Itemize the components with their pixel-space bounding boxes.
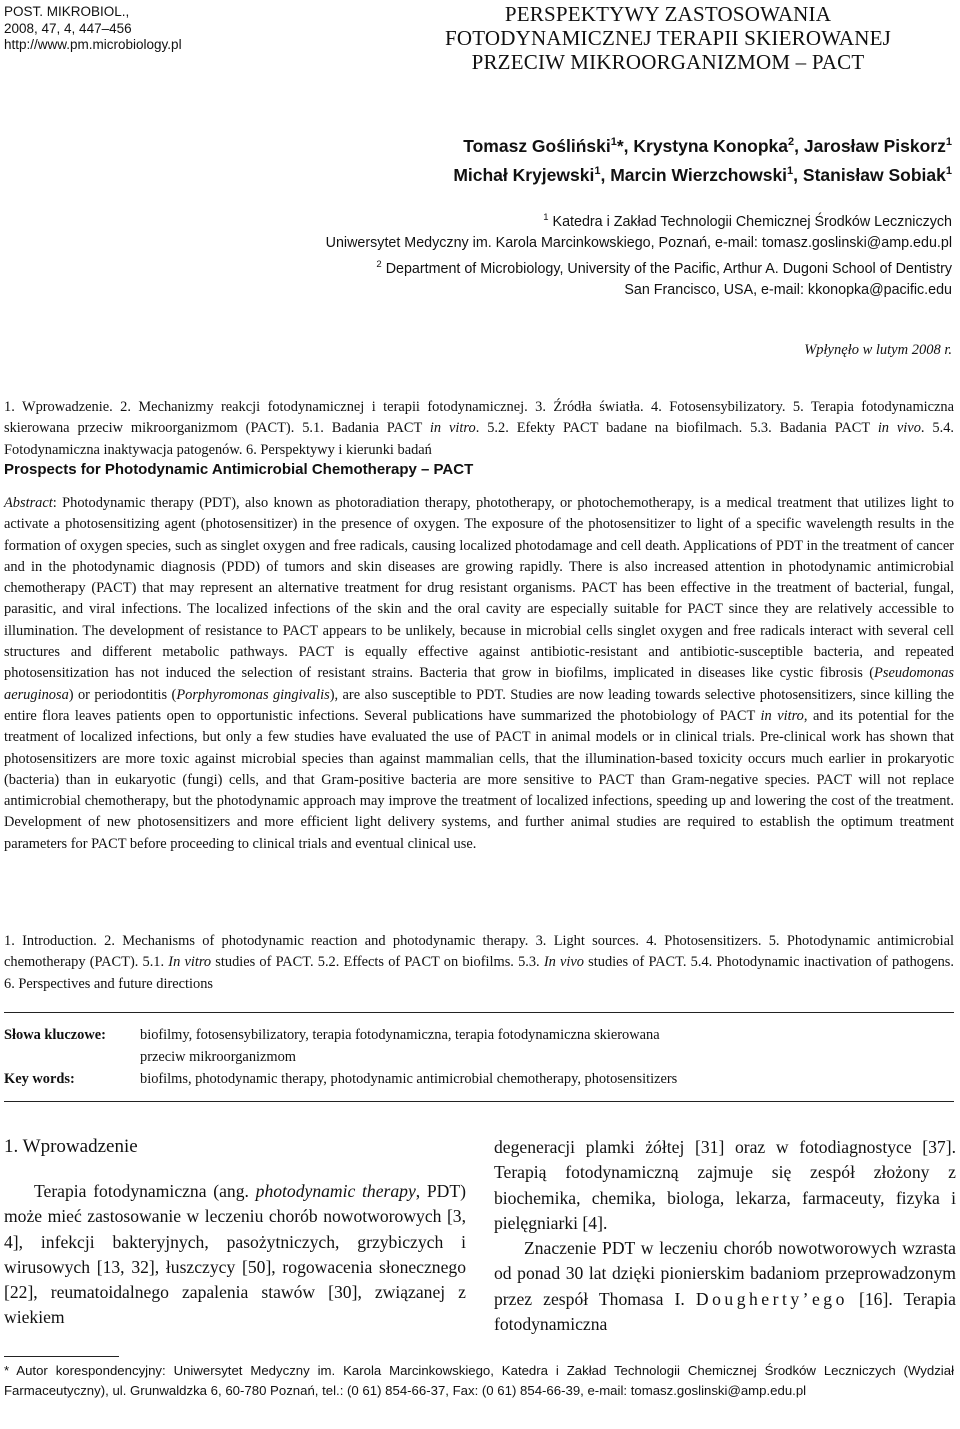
toc-text: studies of PACT. 5.4. Photodynamic inactivation of pathogens. 6. Perspectives and future directions: [4, 954, 954, 992]
toc-text: . 5.4. Fotodynamiczna inaktywacja patogenów. 6. Perspektywy i kierunki badań: [4, 420, 955, 458]
toc-text: . 5.2. Efekty PACT badane na biofilmach. 5.3. Badania PACT: [475, 420, 878, 437]
author-name: *, Krystyna Konopka: [616, 135, 788, 156]
journal-name: POST. MIKROBIOL.,: [4, 4, 130, 19]
divider-top: [4, 1012, 954, 1013]
author-name: Tomasz Gośliński: [463, 135, 611, 156]
body-paragraph: degeneracji plamki żółtej [31] oraz w fotodiagnostyce [37]. Terapią fotodynamiczną zajmuje się zespół złożony z biochemika, chemika, biologa, lekarza, farmaceuty, fizyka i pielęgniarki [4].: [494, 1137, 956, 1233]
affiliation-text: Department of Microbiology, University of the Pacific, Arthur A. Dugoni School of Dentistry: [381, 260, 952, 277]
affil-mark: 2: [376, 258, 382, 270]
title-line: PRZECIW MIKROORGANIZMOM – PACT: [471, 50, 865, 74]
footnote-rule: [4, 1356, 119, 1357]
abstract-label: Abstract: [4, 495, 53, 511]
toc-polish: [4, 397, 954, 461]
section-heading: 1. Wprowadzenie: [4, 1136, 138, 1157]
body-text: [16]. Terapia fotodynamiczna: [494, 1288, 956, 1335]
affil-mark: 1: [543, 212, 549, 223]
toc-italic: in vitro: [429, 420, 476, 437]
body-spaced-name: Dougherty’ego: [695, 1288, 848, 1309]
affil-mark: 2: [788, 136, 795, 148]
affil-mark: 1: [945, 136, 952, 148]
abstract-text: ) or periodontitis (: [68, 686, 177, 703]
abstract-italic: Porphyromonas gingivalis: [176, 686, 330, 703]
body-paragraph: [4, 1179, 466, 1331]
footnote: * Autor korespondencyjny: Uniwersytet Medyczny im. Karola Marcinkowskiego, Katedra i Zakład Technologii Chemicznej Środków Leczniczych (Wydział Farmaceutyczny), ul. Grunwaldzka 6, 60-780 Poznań, tel.: (0 61) 854-66-37, Fax: (0 61) 854-66-39, e-mail: tomasz.goslinski@amp.edu.pl: [4, 1363, 954, 1398]
author-line-2: [252, 159, 952, 188]
toc-text: 1. Introduction. 2. Mechanisms of photodynamic reaction and photodynamic therapy. 3. Light sources. 4. Photosensitizers. 5. Photodynamic antimicrobial chemotherapy (PACT). 5.1.: [4, 933, 954, 971]
affil-mark: 1: [945, 164, 952, 177]
title-line: PERSPEKTYWY ZASTOSOWANIA: [504, 2, 832, 26]
body-column-right: [494, 1135, 956, 1337]
affiliation-1: [52, 207, 952, 233]
author-line-1: [252, 130, 952, 159]
received-date: Wpłynęło w lutym 2008 r.: [804, 342, 952, 358]
toc-text: studies of PACT. 5.2. Effects of PACT on biofilms. 5.3.: [211, 954, 544, 971]
body-text: , PDT) może mieć zastosowanie w leczeniu chorób nowotworowych [3, 4], infekcji bakteryjnych, pasożytniczych, grzybiczych i wirusowych [13, 32], łuszczycy [50], rogowacenia słonecznego [22], reumatoidalnego zapalenia stawów [30], związanej z wiekiem: [4, 1181, 466, 1328]
title-line: FOTODYNAMICZNEJ TERAPII SKIEROWANEJ: [444, 26, 892, 50]
author-name: , Marcin Wierzchowski: [600, 164, 788, 185]
abstract-text: ), are also susceptible to PDT. Studies are now leading towards selective photosensitizers, since killing the entire flora leaves patients open to opportunistic infections. Several publications have summarized the photobiology of PACT: [4, 686, 954, 724]
abstract-text: , and its potential for the treatment of localized infections, but only a few studies have evaluated the use of PACT in animal models or in clinical trials. Pre-clinical work has shown that photosensitizers are more toxic against microbial species than against mammalian cells, that the illumination-based toxicity occurs much earlier in prokaryotic (bacteria) than in eukaryotic (fungi) cells, and that Gram-positive bacteria are more sensitive to PACT than Gram-negative species. PACT will not replace antimicrobial chemotherapy, but the photodynamic approach may improve the treatment of localized infections, speeding up and lowering the cost of the treatment. Development of new photosensitizers and more efficient light delivery systems, and further animal studies are required to establish the optimum treatment parameters for PACT before proceeding to clinical trials and eventual clinical use.: [4, 707, 955, 852]
paper-title: [380, 2, 956, 74]
toc-english: [4, 931, 954, 995]
author-name: Michał Kryjewski: [453, 164, 595, 185]
affil-mark: 1: [610, 136, 617, 148]
journal-url: http://www.pm.microbiology.pl: [4, 37, 182, 52]
toc-italic: In vivo: [543, 954, 584, 971]
affiliation-2: [52, 254, 952, 280]
keywords-pl-label: Słowa kluczowe:: [4, 1027, 106, 1043]
keywords-en-value: biofilms, photodynamic therapy, photodynamic antimicrobial chemotherapy, photosensitizers: [140, 1071, 678, 1087]
body-column-left: [4, 1133, 466, 1331]
toc-italic: in vivo: [877, 420, 921, 437]
keywords-pl-value-2: przeciw mikroorganizmom: [140, 1049, 296, 1065]
keywords-pl-value-1: biofilmy, fotosensybilizatory, terapia fotodynamiczna, terapia fotodynamiczna skierowana: [140, 1027, 660, 1043]
author-name: , Stanisław Sobiak: [793, 164, 946, 185]
toc-text: 1. Wprowadzenie. 2. Mechanizmy reakcji fotodynamicznej i terapii fotodynamicznej. 3. Źródła światła. 4. Fotosensybilizatory. 5. Terapia fotodynamiczna skierowana przeciw mikroorganizmom (PACT). 5.1. Badania PACT: [4, 399, 954, 437]
affil-mark: 1: [787, 164, 794, 177]
body-text: Terapia fotodynamiczna (ang.: [34, 1181, 256, 1201]
journal-volume: 2008, 47, 4, 447–456: [4, 20, 132, 36]
affil-mark: 1: [594, 164, 601, 177]
abstract-italic: in vitro: [760, 707, 804, 724]
toc-italic: In vitro: [168, 954, 212, 971]
author-name: , Jarosław Piskorz: [794, 135, 946, 156]
divider-bottom: [4, 1101, 954, 1102]
body-text: Znaczenie PDT w leczeniu chorób nowotworowych wzrasta od ponad 30 lat dzięki pionierskim badaniom przeprowadzonym przez zespół Thomasa I.: [494, 1238, 956, 1309]
author-list: [252, 130, 952, 188]
body-italic: photodynamic therapy: [255, 1181, 416, 1201]
journal-info: [4, 4, 182, 54]
abstract-italic: Pseudomonas aeruginosa: [4, 665, 954, 703]
affiliation-2-address: San Francisco, USA, e-mail: kkonopka@pacific.edu: [624, 281, 952, 298]
english-title: Prospects for Photodynamic Antimicrobial Chemotherapy – PACT: [4, 461, 474, 478]
affiliation-text: Katedra i Zakład Technologii Chemicznej Środków Leczniczych: [548, 213, 952, 230]
affiliations: [52, 207, 952, 301]
body-paragraph: [494, 1236, 956, 1337]
keywords-en-label: Key words:: [4, 1071, 75, 1087]
abstract-text: : Photodynamic therapy (PDT), also known as photoradiation therapy, phototherapy, or photochemotherapy, is a medical treatment that utilizes light to activate a photosensitizing agent (photosensitizer) in the presence of oxygen. The exposure of the photosensitizer to light of a specific wavelength results in the formation of oxygen species, such as singlet oxygen and free radicals, causing localized photodamage and cell death. Applications of PDT in the treatment of cancer and in the photodynamic diagnosis (PDD) of tumors and skin diseases are growing rapidly. There is also increased attention in photodynamic antimicrobial chemotherapy (PACT) that may represent an alternative treatment for drug resistant organisms. PACT has been effective in the treatment of bacterial, fungal, parasitic, and viral infections. The localized infections of the skin and the oral cavity are especially suitable for PACT since they are relatively accessible to illumination. The development of resistance to PACT appears to be unlikely, because in microbial cells singlet oxygen and free radicals interact with several cell structures and different metabolic pathways. PACT is equally effective against antibiotic-resistant and antibiotic-susceptible bacteria, and repeated photosensitization has not induced the selection of resistant strains. Bacteria that grow in biofilms, implicated in diseases like cystic fibrosis (: [4, 495, 954, 682]
affiliation-1-address: Uniwersytet Medyczny im. Karola Marcinkowskiego, Poznań, e-mail: tomasz.goslinski@amp.edu.pl: [325, 234, 952, 251]
abstract: [4, 493, 954, 855]
